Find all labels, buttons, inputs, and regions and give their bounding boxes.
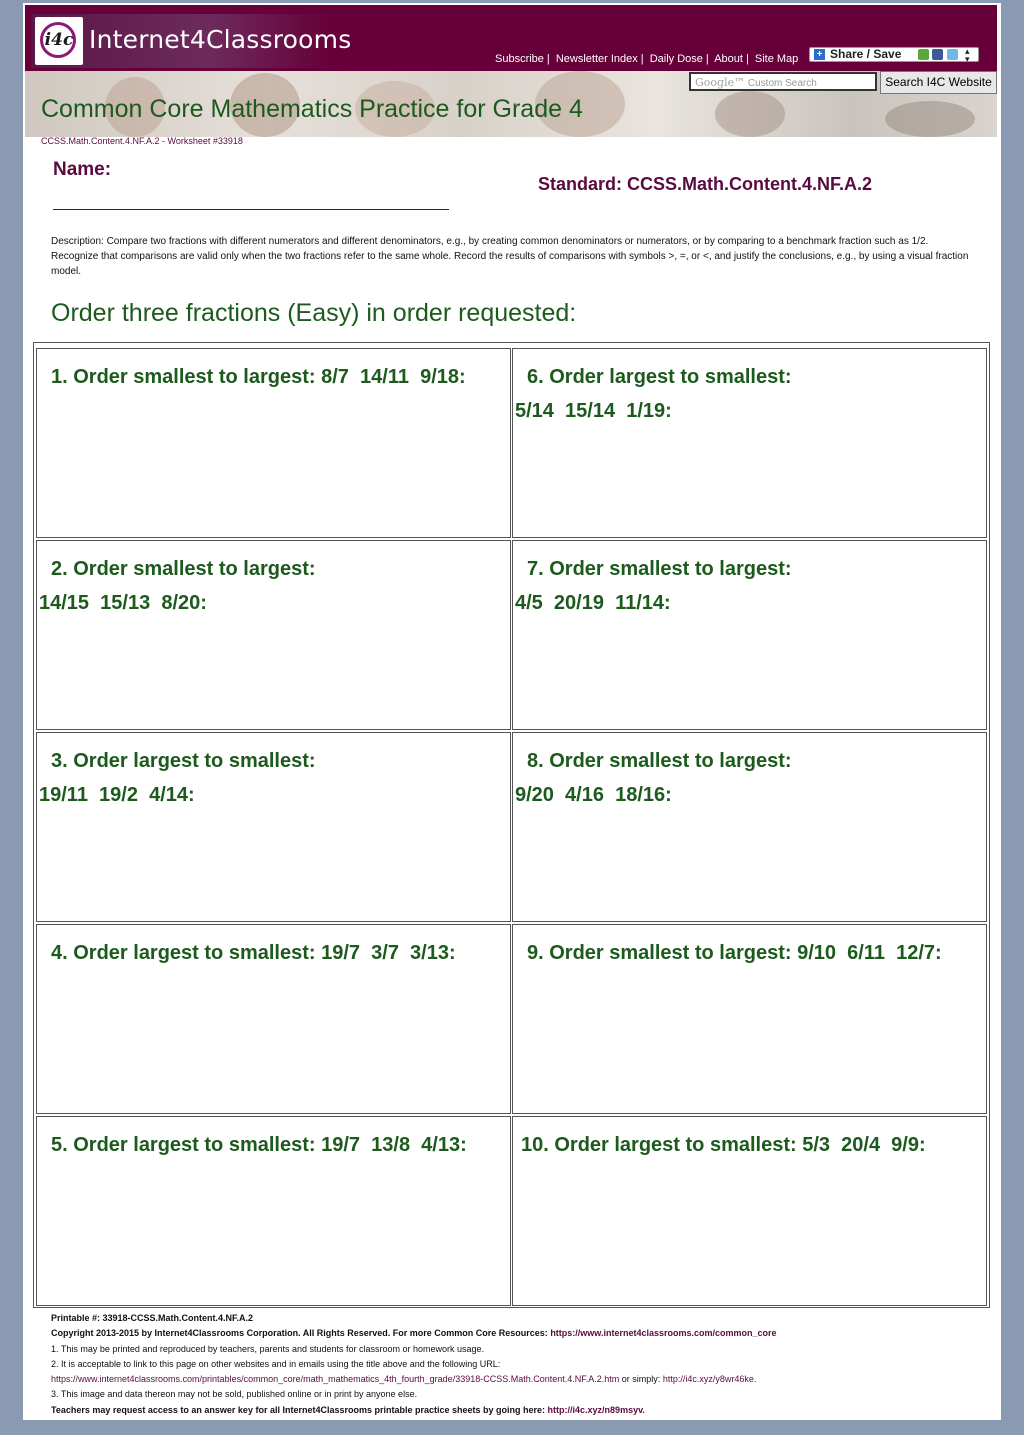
facebook-share-icon[interactable] xyxy=(932,49,943,60)
problem-cell-2 xyxy=(36,540,511,730)
breadcrumb: CCSS.Math.Content.4.NF.A.2 - Worksheet #33918 xyxy=(41,136,243,146)
problem-7: 7. Order smallest to largest: 4/5 20/19 11/14: xyxy=(515,558,792,614)
problem-10: 10. Order largest to smallest: 5/3 20/4 9/9: xyxy=(521,1134,926,1156)
problem-cell-7 xyxy=(512,540,987,730)
problem-6: 6. Order largest to smallest: 5/14 15/14 1/19: xyxy=(515,366,792,422)
nav-site-map[interactable]: Site Map xyxy=(754,53,799,65)
search-placeholder: Custom Search xyxy=(747,78,817,89)
logo-text: Internet4Classrooms xyxy=(89,25,352,54)
footer xyxy=(51,1311,981,1418)
nav-subscribe[interactable]: Subscribe xyxy=(495,53,544,65)
worksheet-instruction: Order three fractions (Easy) in order requested: xyxy=(51,299,577,327)
chevron-updown-icon: ▴ ▾ xyxy=(965,46,970,64)
usage-note-3: 3. This image and data thereon may not be sold, published online or in print by anyone else. xyxy=(51,1389,418,1400)
nav-daily-dose[interactable]: Daily Dose xyxy=(649,53,703,65)
problem-9: 9. Order smallest to largest: 9/10 6/11 12/7: xyxy=(527,942,942,964)
name-label: Name: xyxy=(53,159,112,180)
problem-5: 5. Order largest to smallest: 19/7 13/8 4/13: xyxy=(51,1134,467,1156)
share-save-button[interactable] xyxy=(809,47,979,62)
problem-grid xyxy=(33,342,990,1308)
name-blank-line xyxy=(53,209,449,210)
problem-cell-4 xyxy=(36,924,511,1114)
search-button[interactable]: Search I4C Website xyxy=(880,71,997,94)
share-label: Share / Save xyxy=(830,47,902,61)
problem-cell-8 xyxy=(512,732,987,922)
answer-key-link[interactable]: http://i4c.xyz/n89msyv. xyxy=(547,1404,645,1415)
email-share-icon[interactable] xyxy=(918,49,929,60)
usage-note-1: 1. This may be printed and reproduced by teachers, parents and students for classroom or homework usage. xyxy=(51,1343,485,1354)
search-input[interactable] xyxy=(689,72,877,91)
standard-description: Description: Compare two fractions with different numerators and different denominators, e.g., by creating common denominators or numerators, or by comparing to a benchmark fraction such as 1/2. Recognize that comparisons are valid only when the two fractions refer to the same whole. Record the results of comparisons with symbols >, =, or <, and justify the conclusions, e.g., by using a visual fraction model. xyxy=(51,236,969,277)
page-title: Common Core Mathematics Practice for Grade 4 xyxy=(41,95,583,123)
site-header xyxy=(25,5,997,71)
usage-note-2: 2. It is acceptable to link to this page on other websites and in emails using the title above and the following URL: xyxy=(51,1358,501,1369)
problem-cell-6 xyxy=(512,348,987,538)
nav-newsletter-index[interactable]: Newsletter Index xyxy=(555,53,638,65)
standard-label: Standard: CCSS.Math.Content.4.NF.A.2 xyxy=(538,174,873,194)
usage-note-2-urls: https://www.internet4classrooms.com/printables/common_core/math_mathematics_4th_fourth_grade/33918-CCSS.Math.Content.4.NF.A.2.htm or simply: http://i4c.xyz/y8wr46ke. xyxy=(51,1374,757,1385)
problem-8: 8. Order smallest to largest: 9/20 4/16 18/16: xyxy=(515,750,792,806)
problem-cell-10 xyxy=(512,1116,987,1306)
nav-about[interactable]: About xyxy=(714,53,743,65)
worksheet-url-link[interactable]: https://www.internet4classrooms.com/printables/common_core/math_mathematics_4th_fourth_grade/33918-CCSS.Math.Content.4.NF.A.2.htm xyxy=(51,1374,620,1385)
logo-badge-icon: i4c xyxy=(35,17,83,65)
printable-number: Printable #: 33918-CCSS.Math.Content.4.NF.A.2 xyxy=(51,1313,254,1323)
top-nav: Subscribe | Newsletter Index | Daily Dose | About | Site Map xyxy=(495,53,799,65)
problem-2: 2. Order smallest to largest: 14/15 15/13 8/20: xyxy=(39,558,316,614)
share-plus-icon: + xyxy=(814,49,825,60)
problem-cell-1 xyxy=(36,348,511,538)
problem-4: 4. Order largest to smallest: 19/7 3/7 3/13: xyxy=(51,942,456,964)
answer-key-note: Teachers may request access to an answer key for all Internet4Classrooms printable practice sheets by going here: http://i4c.xyz/n89msyv. xyxy=(51,1404,645,1415)
short-url-link[interactable]: http://i4c.xyz/y8wr46ke. xyxy=(662,1374,757,1385)
site-logo[interactable] xyxy=(31,14,352,68)
google-brand-label: Google™ xyxy=(695,76,746,89)
problem-cell-5 xyxy=(36,1116,511,1306)
twitter-share-icon[interactable] xyxy=(947,49,958,60)
worksheet-page xyxy=(23,3,1001,1420)
problem-cell-3 xyxy=(36,732,511,922)
problem-cell-9 xyxy=(512,924,987,1114)
common-core-link[interactable]: https://www.internet4classrooms.com/common_core xyxy=(550,1328,777,1339)
problem-3: 3. Order largest to smallest: 19/11 19/2 4/14: xyxy=(39,750,316,806)
copyright: Copyright 2013-2015 by Internet4Classrooms Corporation. All Rights Reserved. For more Common Core Resources: https://www.internet4classrooms.com/common_core xyxy=(51,1328,777,1339)
problem-1: 1. Order smallest to largest: 8/7 14/11 9/18: xyxy=(51,366,466,388)
